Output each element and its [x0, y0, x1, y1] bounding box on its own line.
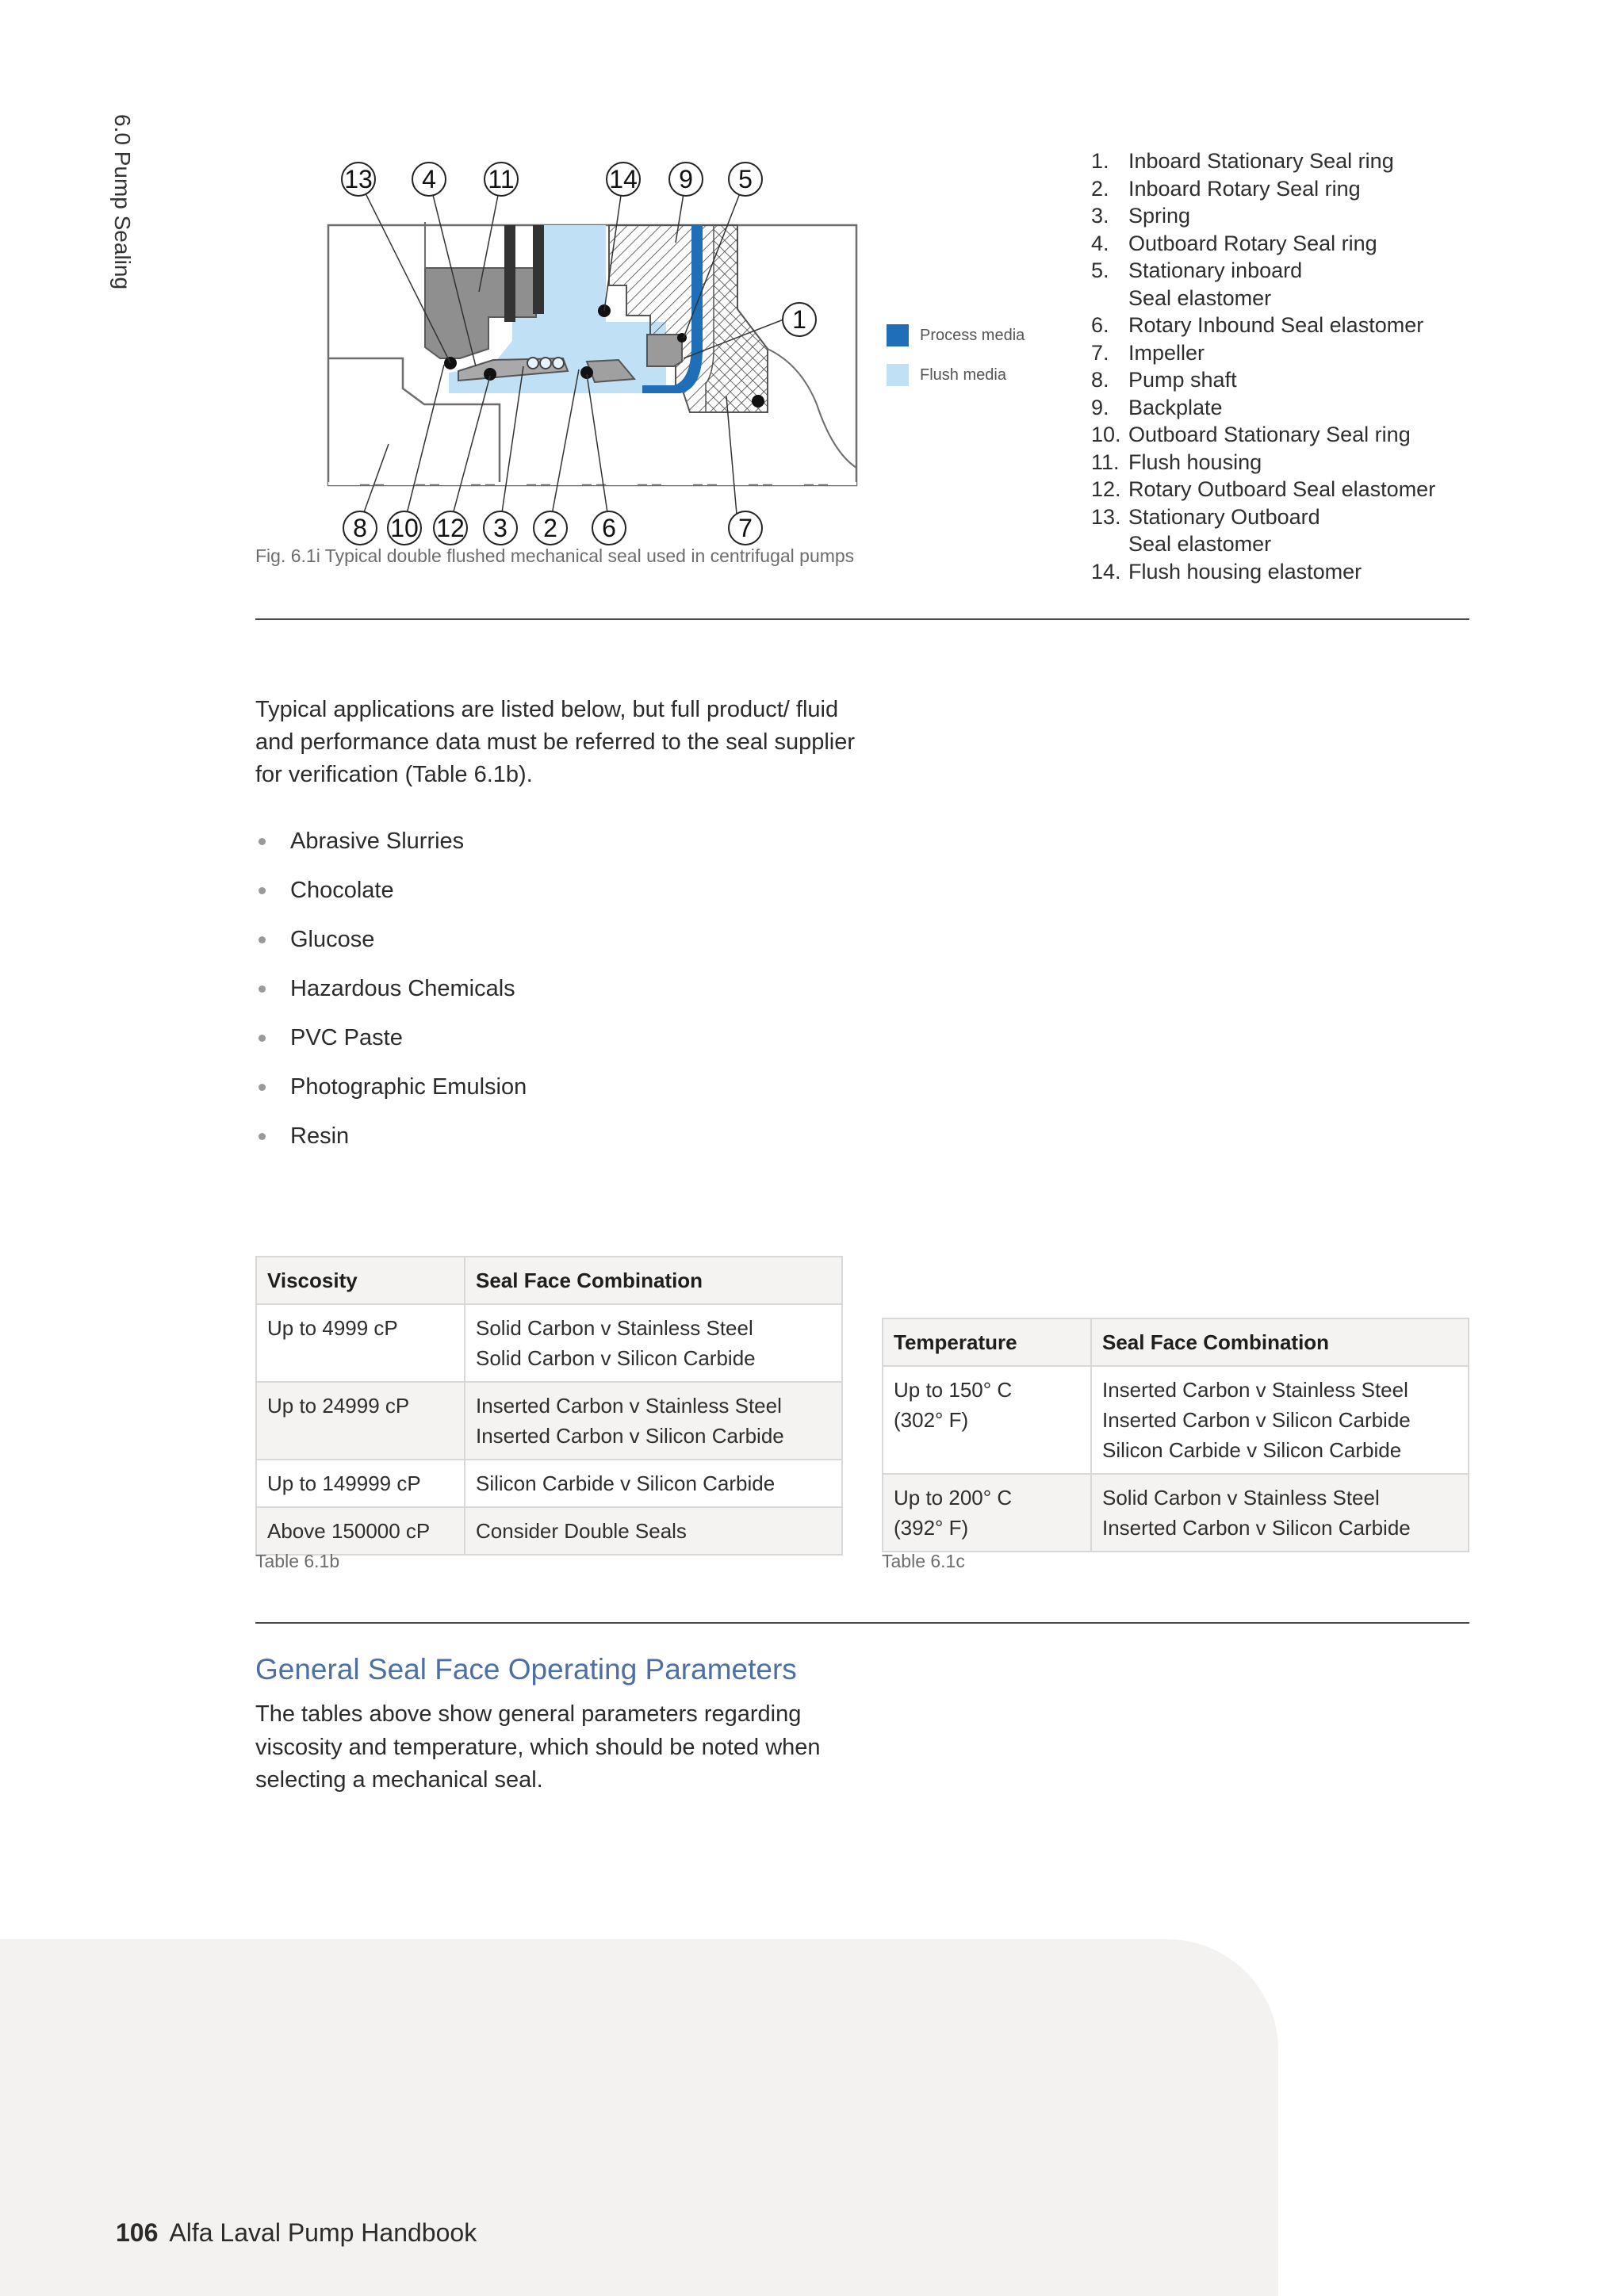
legend-item-process-media — [887, 316, 1025, 355]
list-item: Abrasive Slurries — [255, 817, 527, 866]
callout-12: 12 — [436, 514, 465, 542]
temperature-table — [882, 1318, 1469, 1552]
table-cell: Consider Double Seals — [465, 1507, 842, 1555]
callout-11: 11 — [488, 165, 515, 193]
table-row — [256, 1507, 842, 1555]
table-cell: Solid Carbon v Stainless Steel Solid Carbon v Silicon Carbide — [465, 1304, 842, 1382]
table-cell: Up to 149999 cP — [256, 1460, 465, 1507]
bullet-icon — [259, 1084, 266, 1091]
legend-label: Process media — [920, 326, 1025, 344]
column-header: Seal Face Combination — [465, 1257, 842, 1304]
table-row — [256, 1304, 842, 1382]
table-cell: Up to 200° C (392° F) — [883, 1474, 1091, 1552]
callout-2: 2 — [543, 514, 557, 542]
page-footer — [116, 2218, 477, 2248]
list-item: 5. Stationary inboard — [1091, 258, 1303, 282]
parts-list — [1091, 147, 1535, 585]
process-media-swatch — [887, 324, 909, 346]
bullet-icon — [259, 985, 266, 993]
list-item: Seal elastomer — [1128, 285, 1272, 310]
intro-paragraph: Typical applications are listed below, but full product/ fluid and performance data must be referred to the seal supplier for verification (Table 6.1b). — [255, 697, 856, 787]
list-item: 13. Stationary Outboard — [1091, 504, 1320, 529]
section-body: The tables above show general parameters regarding viscosity and temperature, which should be noted when selecting a mechanical seal. — [255, 1701, 821, 1793]
callout-7: 7 — [738, 514, 753, 542]
table-cell: Up to 150° C (302° F) — [883, 1366, 1091, 1474]
seal-cross-section — [309, 151, 888, 563]
section-divider — [255, 1622, 1469, 1624]
flush-media-swatch — [887, 364, 909, 386]
list-item: Chocolate — [255, 866, 527, 915]
table-cell: Inserted Carbon v Stainless Steel Inserted Carbon v Silicon Carbide — [465, 1382, 842, 1460]
bullet-icon — [259, 936, 266, 943]
section-divider — [255, 618, 1469, 620]
list-item: Resin — [255, 1112, 527, 1161]
table-row — [256, 1460, 842, 1507]
callout-6: 6 — [602, 514, 616, 542]
applications-list — [255, 817, 527, 1161]
legend-label: Flush media — [920, 365, 1006, 384]
figure-legend — [887, 316, 1025, 395]
list-item: 2. Inboard Rotary Seal ring — [1091, 176, 1361, 201]
list-item: 11. Flush housing — [1091, 450, 1262, 474]
bullet-icon — [259, 1133, 266, 1140]
callout-5: 5 — [738, 165, 753, 193]
list-item: 12. Rotary Outboard Seal elastomer — [1091, 477, 1436, 501]
table-cell: Inserted Carbon v Stainless Steel Inserted Carbon v Silicon Carbide Silicon Carbide v Silicon Carbide — [1091, 1366, 1469, 1474]
list-item: Glucose — [255, 915, 527, 964]
list-item: 14. Flush housing elastomer — [1091, 559, 1362, 584]
callout-9: 9 — [679, 165, 693, 193]
callout-13: 13 — [344, 165, 373, 193]
table-row — [883, 1474, 1469, 1552]
list-item: 9. Backplate — [1091, 395, 1223, 419]
callout-3: 3 — [493, 514, 508, 542]
table-cell: Silicon Carbide v Silicon Carbide — [465, 1460, 842, 1507]
list-item: 7. Impeller — [1091, 340, 1205, 365]
list-item: 10. Outboard Stationary Seal ring — [1091, 423, 1411, 446]
callout-1: 1 — [792, 305, 806, 334]
table-cell: Above 150000 cP — [256, 1507, 465, 1555]
table-row — [256, 1382, 842, 1460]
list-item: 1. Inboard Stationary Seal ring — [1091, 149, 1394, 173]
column-header: Temperature — [883, 1318, 1091, 1366]
table-header-row — [883, 1318, 1469, 1366]
table-header-row — [256, 1257, 842, 1304]
bullet-icon — [259, 838, 266, 845]
section-heading: General Seal Face Operating Parameters — [255, 1653, 797, 1686]
table-caption: Table 6.1c — [882, 1551, 965, 1571]
table-cell: Solid Carbon v Stainless Steel Inserted Carbon v Silicon Carbide — [1091, 1474, 1469, 1552]
legend-item-flush-media — [887, 355, 1025, 395]
list-item: Hazardous Chemicals — [255, 964, 527, 1013]
bullet-icon — [259, 1035, 266, 1042]
viscosity-table — [255, 1256, 843, 1556]
list-item: 4. Outboard Rotary Seal ring — [1091, 231, 1377, 255]
callout-8: 8 — [353, 514, 367, 542]
column-header: Viscosity — [256, 1257, 465, 1304]
list-item: 8. Pump shaft — [1091, 368, 1237, 392]
section-tab: 6.0 Pump Sealing — [110, 114, 135, 290]
list-item: Seal elastomer — [1128, 532, 1272, 556]
list-item: 3. Spring — [1091, 204, 1191, 228]
list-item: Photographic Emulsion — [255, 1062, 527, 1112]
table-cell: Up to 4999 cP — [256, 1304, 465, 1382]
table-caption: Table 6.1b — [255, 1551, 340, 1571]
list-item: PVC Paste — [255, 1013, 527, 1062]
list-item: 6. Rotary Inbound Seal elastomer — [1091, 313, 1424, 337]
callout-10: 10 — [390, 514, 419, 542]
table-row — [883, 1366, 1469, 1474]
bullet-icon — [259, 887, 266, 894]
callout-14: 14 — [609, 165, 638, 193]
table-cell: Up to 24999 cP — [256, 1382, 465, 1460]
column-header: Seal Face Combination — [1091, 1318, 1469, 1366]
page-number: 106 — [116, 2218, 159, 2247]
seal-diagram — [309, 151, 888, 563]
callout-4: 4 — [422, 165, 436, 193]
handbook-title: Alfa Laval Pump Handbook — [169, 2218, 477, 2247]
figure-caption: Fig. 6.1i Typical double flushed mechanical seal used in centrifugal pumps — [255, 545, 855, 566]
